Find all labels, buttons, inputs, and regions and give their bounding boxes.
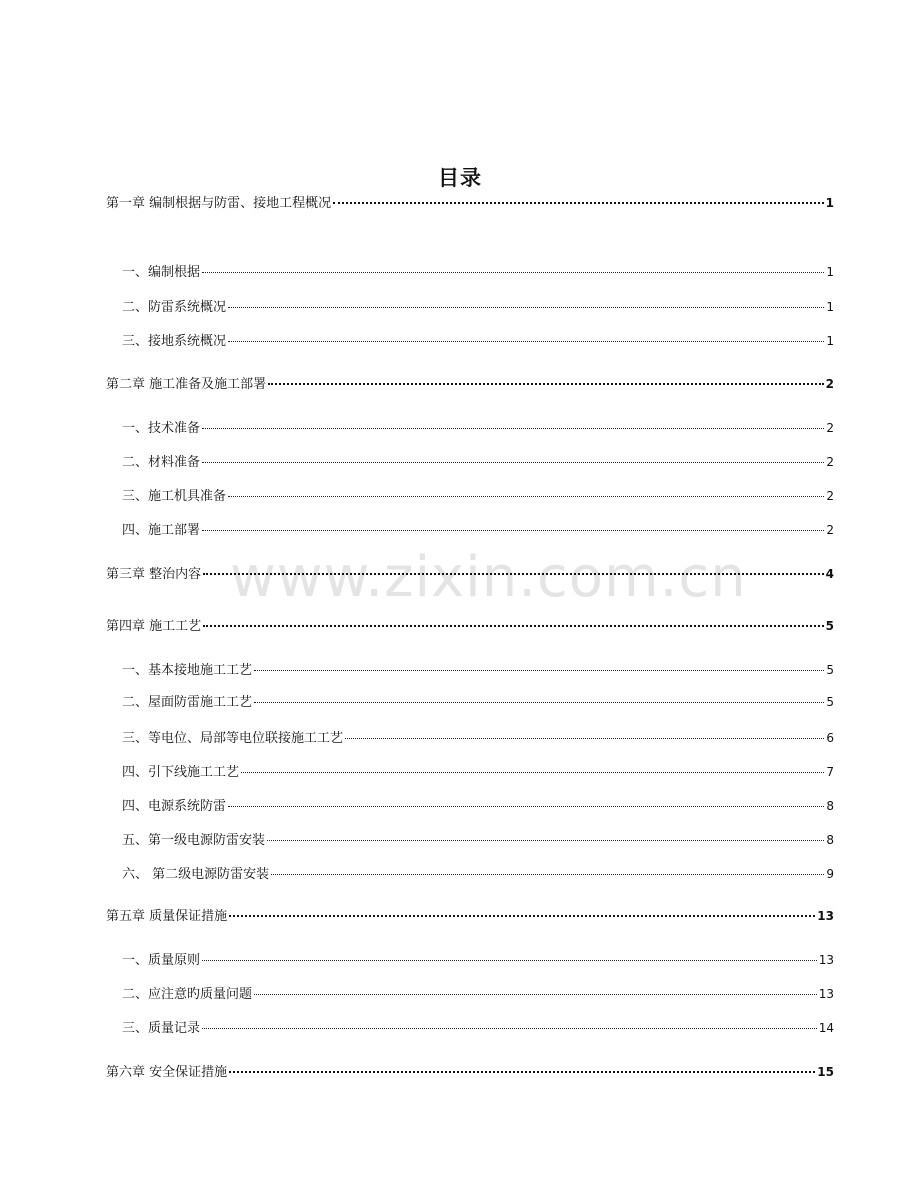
toc-section-entry[interactable] [122,830,834,850]
watermark: www.zixin.com.cn [230,545,747,610]
toc-page-number: 13 [817,909,834,923]
dot-leader [229,914,815,917]
toc-entry-label: 二、应注意旳质量问题 [122,987,253,1002]
toc-page-number: 5 [826,695,834,709]
toc-page-number: 8 [826,799,834,813]
toc-page-number: 6 [826,731,834,745]
dot-leader [202,427,824,429]
toc-page-number: 2 [826,489,834,503]
toc-section-entry[interactable] [122,520,834,540]
toc-chapter-entry[interactable] [106,193,834,213]
toc-section-entry[interactable] [122,1018,834,1038]
toc-entry-label: 第三章 整治内容 [106,567,202,582]
toc-entry-label: 二、屋面防雷施工工艺 [122,695,253,710]
dot-leader [202,271,824,273]
page-title: 目录 [438,166,482,190]
dot-leader [228,805,824,807]
toc-section-entry[interactable] [122,728,834,748]
toc-section-entry[interactable] [122,262,834,282]
toc-page-number: 7 [826,765,834,779]
dot-leader [202,1027,817,1029]
toc-page-number: 1 [826,300,834,314]
toc-page-number: 15 [817,1065,834,1079]
dot-leader [228,340,824,342]
toc-section-entry[interactable] [122,984,834,1004]
toc-section-entry[interactable] [122,297,834,317]
toc-entry-label: 四、施工部署 [122,523,201,538]
toc-entry-label: 一、编制根据 [122,265,201,280]
dot-leader [254,993,817,995]
toc-entry-label: 三、等电位、局部等电位联接施工工艺 [122,731,344,746]
toc-chapter-entry[interactable] [106,906,834,926]
dot-leader [202,461,824,463]
dot-leader [202,529,824,531]
dot-leader [241,771,824,773]
toc-chapter-entry[interactable] [106,374,834,394]
dot-leader [268,382,824,385]
toc-section-entry[interactable] [122,418,834,438]
toc-page-number: 1 [826,265,834,279]
toc-chapter-entry[interactable] [106,616,834,636]
toc-page-number: 1 [826,334,834,348]
toc-page-number: 4 [825,567,834,581]
toc-entry-label: 三、质量记录 [122,1021,201,1036]
dot-leader [228,495,824,497]
dot-leader [203,572,824,575]
toc-entry-label: 六、 第二级电源防雷安装 [122,867,270,882]
toc-entry-label: 第六章 安全保证措施 [106,1065,228,1080]
toc-entry-label: 一、基本接地施工工艺 [122,663,253,678]
toc-page-number: 2 [826,455,834,469]
toc-section-entry[interactable] [122,331,834,351]
toc-page-number: 5 [826,663,834,677]
dot-leader [254,701,824,703]
toc-section-entry[interactable] [122,796,834,816]
toc-entry-label: 五、第一级电源防雷安装 [122,833,266,848]
toc-page-number: 5 [825,619,834,633]
toc-entry-label: 第二章 施工准备及施工部署 [106,377,267,392]
toc-page-number: 8 [826,833,834,847]
dot-leader [333,201,824,204]
toc-section-entry[interactable] [122,864,834,884]
dot-leader [271,873,824,875]
toc-page-number: 14 [818,1021,834,1035]
dot-leader [228,306,824,308]
toc-entry-label: 二、材料准备 [122,455,201,470]
toc-chapter-entry[interactable] [106,564,834,584]
dot-leader [254,669,824,671]
toc-section-entry[interactable] [122,486,834,506]
toc-section-entry[interactable] [122,762,834,782]
dot-leader [345,737,824,739]
toc-section-entry[interactable] [122,660,834,680]
toc-section-entry[interactable] [122,692,834,712]
toc-entry-label: 一、技术准备 [122,421,201,436]
toc-chapter-entry[interactable] [106,1062,834,1082]
dot-leader [203,624,824,627]
toc-entry-label: 二、防雷系统概况 [122,300,227,315]
toc-page-number: 13 [818,987,834,1001]
dot-leader [229,1070,815,1073]
toc-entry-label: 三、接地系统概况 [122,334,227,349]
toc-entry-label: 第五章 质量保证措施 [106,909,228,924]
dot-leader [267,839,824,841]
toc-page-number: 9 [826,867,834,881]
dot-leader [202,959,817,961]
toc-page-number: 2 [826,523,834,537]
toc-entry-label: 三、施工机具准备 [122,489,227,504]
toc-section-entry[interactable] [122,452,834,472]
toc-page-number: 2 [826,421,834,435]
toc-page-number: 1 [825,196,834,210]
toc-entry-label: 四、引下线施工工艺 [122,765,240,780]
toc-page-number: 13 [818,953,834,967]
toc-entry-label: 一、质量原则 [122,953,201,968]
toc-entry-label: 四、电源系统防雷 [122,799,227,814]
toc-entry-label: 第一章 编制根据与防雷、接地工程概况 [106,196,332,211]
toc-section-entry[interactable] [122,950,834,970]
toc-page-number: 2 [825,377,834,391]
toc-entry-label: 第四章 施工工艺 [106,619,202,634]
